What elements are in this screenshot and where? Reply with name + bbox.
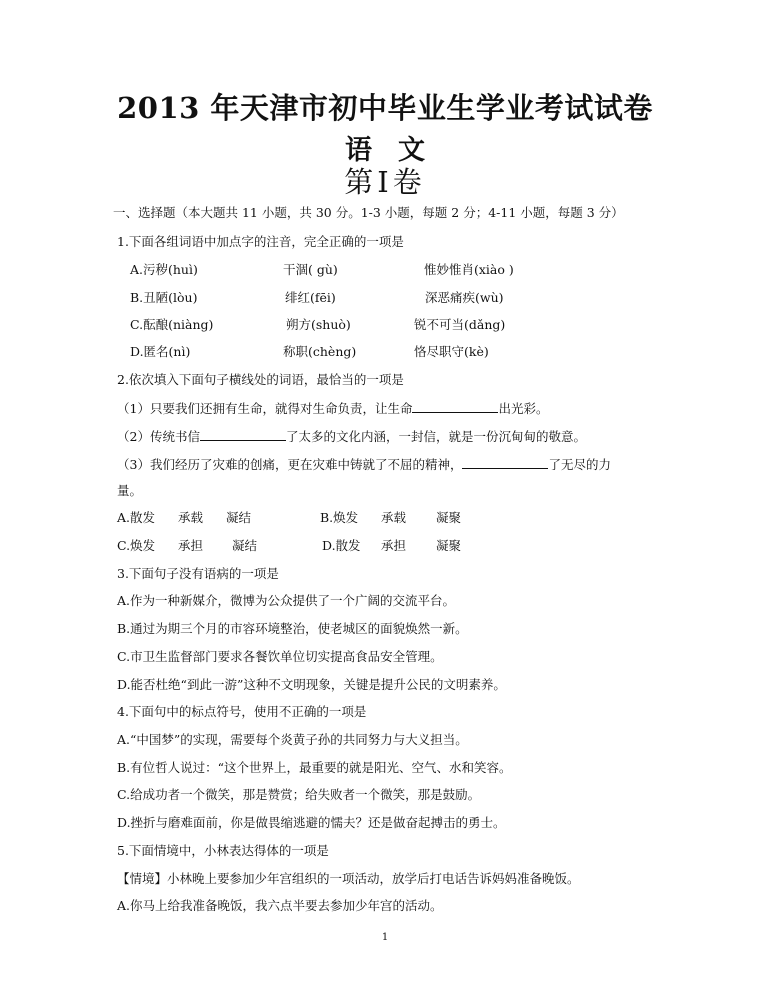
q2-sentence-3 xyxy=(117,455,611,473)
q2-d-1: D.散发 xyxy=(322,538,361,553)
q2-b-2: 承载 xyxy=(381,510,407,525)
subject-title: 语文 xyxy=(345,135,451,166)
q3-option-b: B.通过为期三个月的市容环境整治，使老城区的面貌焕然一新。 xyxy=(117,621,468,636)
q1-d-1: D.匿名(nì) xyxy=(130,344,191,359)
q1-b-3: 深恶痛疾(wù) xyxy=(425,290,504,305)
q4-stem: 4.下面句中的标点符号，使用不正确的一项是 xyxy=(117,704,367,719)
exam-title: 2013 年天津市初中毕业生学业考试试卷 xyxy=(117,91,653,125)
q2-c-2: 承担 xyxy=(178,538,204,553)
q2-s3-post: 了无尽的力 xyxy=(548,457,611,472)
q2-d-2: 承担 xyxy=(381,538,407,553)
q2-a-3: 凝结 xyxy=(226,510,252,525)
q1-c-1: C.酝酿(niàng) xyxy=(130,317,214,332)
q2-s3-pre: （3）我们经历了灾难的创痛，更在灾难中铸就了不屈的精神， xyxy=(117,457,463,472)
q1-a-2: 干涸( gù) xyxy=(283,262,338,277)
q3-option-c: C.市卫生监督部门要求各餐饮单位切实提高食品安全管理。 xyxy=(117,649,443,664)
q4-option-d: D.挫折与磨难面前，你是做畏缩逃避的懦夫？还是做奋起搏击的勇士。 xyxy=(117,815,506,830)
q2-s1-pre: （1）只要我们还拥有生命，就得对生命负责，让生命 xyxy=(117,401,413,416)
q2-s1-post: 出光彩。 xyxy=(498,401,549,416)
q5-scenario: 【情境】小林晚上要参加少年宫组织的一项活动，放学后打电话告诉妈妈准备晚饭。 xyxy=(117,871,580,886)
q4-option-b: B.有位哲人说过：“这个世界上，最重要的就是阳光、空气、水和笑容。 xyxy=(117,760,512,775)
page-number: 1 xyxy=(381,932,389,943)
q4-option-c: C.给成功者一个微笑，那是赞赏；给失败者一个微笑，那是鼓励。 xyxy=(117,787,481,802)
answer-blank xyxy=(412,399,498,413)
q1-d-3: 恪尽职守(kè) xyxy=(414,344,489,359)
q2-d-3: 凝聚 xyxy=(436,538,462,553)
answer-blank xyxy=(462,455,548,469)
q3-option-d: D.能否杜绝“到此一游”这种不文明现象，关键是提升公民的文明素养。 xyxy=(117,677,506,692)
q2-b-3: 凝聚 xyxy=(436,510,462,525)
q1-c-3: 锐不可当(dǎng) xyxy=(414,317,506,332)
q3-stem: 3.下面句子没有语病的一项是 xyxy=(117,566,279,581)
q1-b-1: B.丑陋(lòu) xyxy=(130,290,198,305)
q2-c-3: 凝结 xyxy=(232,538,258,553)
q1-d-2: 称职(chèng) xyxy=(283,344,357,359)
volume-title: 第Ⅰ卷 xyxy=(344,165,426,199)
q1-a-1: A.污秽(huì) xyxy=(130,262,198,277)
q5-stem: 5.下面情境中，小林表达得体的一项是 xyxy=(117,843,329,858)
q2-sentence-2 xyxy=(117,427,586,445)
q1-c-2: 朔方(shuò) xyxy=(286,317,351,332)
q3-option-a: A.作为一种新媒介，微博为公众提供了一个广阔的交流平台。 xyxy=(117,593,456,608)
answer-blank xyxy=(200,427,286,441)
q2-b-1: B.焕发 xyxy=(320,510,359,525)
q2-a-1: A.散发 xyxy=(117,510,156,525)
q1-a-3: 惟妙惟肖(xiào ) xyxy=(424,262,514,277)
q2-a-2: 承载 xyxy=(178,510,204,525)
q2-s2-pre: （2）传统书信 xyxy=(117,429,200,444)
q4-option-a: A.“中国梦”的实现，需要每个炎黄子孙的共同努力与大义担当。 xyxy=(117,732,468,747)
q2-stem: 2.依次填入下面句子横线处的词语，最恰当的一项是 xyxy=(117,372,404,387)
q2-sentence-3-cont: 量。 xyxy=(117,483,143,498)
q1-stem: 1.下面各组词语中加点字的注音，完全正确的一项是 xyxy=(117,234,404,249)
q2-s2-post: 了太多的文化内涵，一封信，就是一份沉甸甸的敬意。 xyxy=(285,429,586,444)
section-intro: 一、选择题（本大题共 11 小题，共 30 分。1-3 小题，每题 2 分；4-11 小题，每题 3 分） xyxy=(113,205,624,220)
q2-c-1: C.焕发 xyxy=(117,538,156,553)
q5-option-a: A.你马上给我准备晚饭，我六点半要去参加少年宫的活动。 xyxy=(117,898,443,913)
q1-b-2: 绯红(fēi) xyxy=(285,290,336,305)
q2-sentence-1 xyxy=(117,399,548,417)
